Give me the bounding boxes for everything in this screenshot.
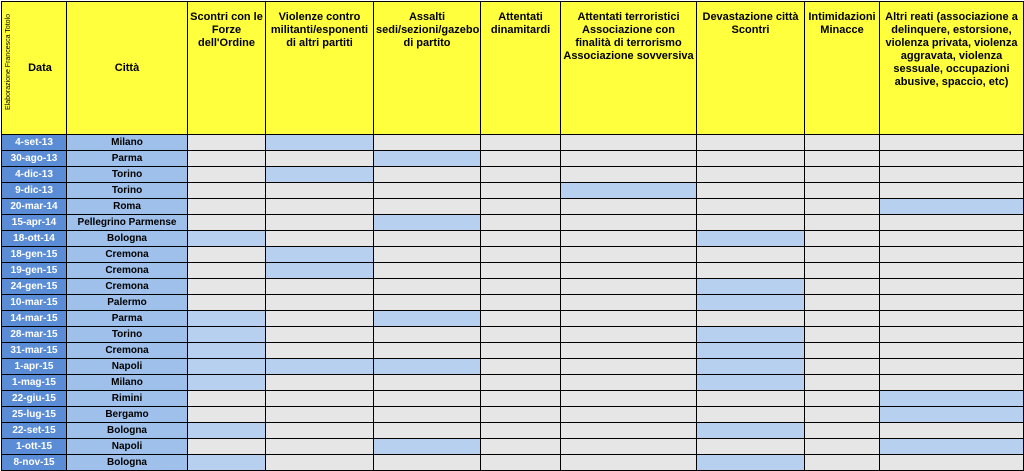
category-cell-marked xyxy=(188,311,266,327)
category-cell-marked xyxy=(266,135,374,151)
category-cell-empty xyxy=(266,183,374,199)
category-cell-empty xyxy=(481,359,561,375)
category-cell-marked xyxy=(880,391,1024,407)
category-cell-empty xyxy=(805,407,880,423)
category-cell-empty xyxy=(481,279,561,295)
category-cell-empty xyxy=(481,135,561,151)
category-cell-empty xyxy=(880,295,1024,311)
category-cell-empty xyxy=(880,151,1024,167)
category-cell-empty xyxy=(481,167,561,183)
table-row xyxy=(2,151,1024,167)
category-cell-empty xyxy=(561,151,697,167)
date-cell: 10-mar-15 xyxy=(2,295,67,311)
category-cell-empty xyxy=(697,199,805,215)
category-cell-empty xyxy=(561,327,697,343)
date-cell: 1-mag-15 xyxy=(2,375,67,391)
category-cell-empty xyxy=(880,247,1024,263)
category-cell-empty xyxy=(374,263,481,279)
category-cell-empty xyxy=(266,455,374,471)
category-cell-empty xyxy=(266,279,374,295)
category-cell-empty xyxy=(266,375,374,391)
category-cell-empty xyxy=(561,359,697,375)
category-cell-empty xyxy=(481,327,561,343)
header-row xyxy=(2,2,1024,135)
category-cell-empty xyxy=(805,199,880,215)
category-cell-empty xyxy=(880,343,1024,359)
category-cell-empty xyxy=(561,199,697,215)
category-cell-empty xyxy=(805,183,880,199)
category-cell-empty xyxy=(481,343,561,359)
date-cell: 1-ott-15 xyxy=(2,439,67,455)
category-cell-empty xyxy=(561,407,697,423)
category-cell-marked xyxy=(697,327,805,343)
table-row xyxy=(2,439,1024,455)
city-cell: Parma xyxy=(67,151,188,167)
category-cell-empty xyxy=(481,215,561,231)
category-cell-empty xyxy=(266,327,374,343)
column-header-altri-reati: Altri reati (associazione a delinquere, estorsione, violenza privata, violenza aggravata, violenza sessuale, occupazioni abusive, spaccio, etc) xyxy=(880,2,1024,135)
date-cell: 25-lug-15 xyxy=(2,407,67,423)
category-cell-empty xyxy=(188,199,266,215)
column-header-violenze: Violenze contro militanti/esponenti di altri partiti xyxy=(266,2,374,135)
category-cell-empty xyxy=(561,423,697,439)
category-cell-empty xyxy=(481,247,561,263)
table-row xyxy=(2,279,1024,295)
date-cell: 31-mar-15 xyxy=(2,343,67,359)
category-cell-empty xyxy=(188,407,266,423)
category-cell-empty xyxy=(374,247,481,263)
category-cell-marked xyxy=(880,407,1024,423)
category-cell-marked xyxy=(266,247,374,263)
category-cell-empty xyxy=(805,311,880,327)
category-cell-empty xyxy=(561,135,697,151)
city-cell: Bologna xyxy=(67,231,188,247)
category-cell-empty xyxy=(481,455,561,471)
incident-table xyxy=(1,1,1024,471)
category-cell-empty xyxy=(880,263,1024,279)
city-cell: Pellegrino Parmense xyxy=(67,215,188,231)
city-cell: Cremona xyxy=(67,263,188,279)
category-cell-empty xyxy=(880,279,1024,295)
category-cell-empty xyxy=(805,327,880,343)
table-row xyxy=(2,167,1024,183)
category-cell-empty xyxy=(697,247,805,263)
category-cell-empty xyxy=(374,183,481,199)
city-cell: Cremona xyxy=(67,247,188,263)
category-cell-empty xyxy=(266,295,374,311)
category-cell-empty xyxy=(561,295,697,311)
table-body xyxy=(2,135,1024,471)
category-cell-empty xyxy=(266,423,374,439)
city-cell: Cremona xyxy=(67,343,188,359)
table-row xyxy=(2,327,1024,343)
category-cell-empty xyxy=(188,151,266,167)
category-cell-empty xyxy=(374,231,481,247)
category-cell-marked xyxy=(697,343,805,359)
table-row xyxy=(2,311,1024,327)
category-cell-empty xyxy=(374,375,481,391)
category-cell-empty xyxy=(697,407,805,423)
category-cell-marked xyxy=(697,295,805,311)
table-row xyxy=(2,375,1024,391)
category-cell-empty xyxy=(805,263,880,279)
category-cell-empty xyxy=(188,295,266,311)
date-cell: 30-ago-13 xyxy=(2,151,67,167)
category-cell-empty xyxy=(374,167,481,183)
category-cell-empty xyxy=(188,167,266,183)
category-cell-empty xyxy=(481,183,561,199)
category-cell-marked xyxy=(697,423,805,439)
category-cell-marked xyxy=(188,423,266,439)
category-cell-empty xyxy=(805,391,880,407)
category-cell-marked xyxy=(188,359,266,375)
category-cell-empty xyxy=(481,391,561,407)
category-cell-marked xyxy=(188,231,266,247)
category-cell-empty xyxy=(805,215,880,231)
date-cell: 14-mar-15 xyxy=(2,311,67,327)
category-cell-empty xyxy=(805,359,880,375)
category-cell-empty xyxy=(266,311,374,327)
category-cell-empty xyxy=(188,183,266,199)
table-row xyxy=(2,215,1024,231)
category-cell-empty xyxy=(880,183,1024,199)
category-cell-empty xyxy=(805,375,880,391)
table-row xyxy=(2,391,1024,407)
date-cell: 28-mar-15 xyxy=(2,327,67,343)
date-cell: 8-nov-15 xyxy=(2,455,67,471)
category-cell-empty xyxy=(481,423,561,439)
table-row xyxy=(2,135,1024,151)
table-row xyxy=(2,247,1024,263)
table-row xyxy=(2,359,1024,375)
table-row xyxy=(2,231,1024,247)
category-cell-marked xyxy=(697,375,805,391)
category-cell-empty xyxy=(188,391,266,407)
category-cell-empty xyxy=(188,215,266,231)
category-cell-empty xyxy=(880,375,1024,391)
category-cell-empty xyxy=(188,263,266,279)
city-cell: Torino xyxy=(67,183,188,199)
column-header-attentati-dinamitardi: Attentati dinamitardi xyxy=(481,2,561,135)
city-cell: Bergamo xyxy=(67,407,188,423)
category-cell-empty xyxy=(188,247,266,263)
category-cell-empty xyxy=(561,279,697,295)
category-cell-empty xyxy=(561,375,697,391)
category-cell-empty xyxy=(374,279,481,295)
column-header-attentati-terroristici: Attentati terroristici Associazione con finalità di terrorismo Associazione sovversiva xyxy=(561,2,697,135)
category-cell-empty xyxy=(805,295,880,311)
category-cell-empty xyxy=(805,151,880,167)
column-header-data xyxy=(2,2,67,135)
category-cell-empty xyxy=(188,135,266,151)
category-cell-empty xyxy=(697,263,805,279)
table-row xyxy=(2,407,1024,423)
category-cell-empty xyxy=(481,263,561,279)
column-header-citta: Città xyxy=(67,2,188,135)
category-cell-marked xyxy=(880,439,1024,455)
category-cell-empty xyxy=(481,151,561,167)
credit-text: Elaborazione Francesca Totolo xyxy=(5,14,12,110)
category-cell-marked xyxy=(697,455,805,471)
category-cell-empty xyxy=(697,311,805,327)
city-cell: Napoli xyxy=(67,439,188,455)
category-cell-empty xyxy=(374,295,481,311)
date-cell: 9-dic-13 xyxy=(2,183,67,199)
category-cell-empty xyxy=(374,199,481,215)
category-cell-empty xyxy=(374,407,481,423)
date-cell: 22-giu-15 xyxy=(2,391,67,407)
category-cell-marked xyxy=(561,183,697,199)
table-row xyxy=(2,455,1024,471)
city-cell: Torino xyxy=(67,167,188,183)
date-cell: 1-apr-15 xyxy=(2,359,67,375)
category-cell-empty xyxy=(374,391,481,407)
category-cell-empty xyxy=(805,247,880,263)
category-cell-empty xyxy=(697,215,805,231)
category-cell-empty xyxy=(481,407,561,423)
category-cell-empty xyxy=(561,247,697,263)
category-cell-empty xyxy=(481,375,561,391)
category-cell-empty xyxy=(266,391,374,407)
category-cell-empty xyxy=(697,151,805,167)
column-header-intimidazioni: Intimidazioni Minacce xyxy=(805,2,880,135)
date-cell: 19-gen-15 xyxy=(2,263,67,279)
category-cell-empty xyxy=(561,263,697,279)
category-cell-marked xyxy=(266,167,374,183)
city-cell: Cremona xyxy=(67,279,188,295)
category-cell-empty xyxy=(880,135,1024,151)
table-row xyxy=(2,199,1024,215)
city-cell: Palermo xyxy=(67,295,188,311)
category-cell-marked xyxy=(266,359,374,375)
category-cell-empty xyxy=(805,231,880,247)
category-cell-empty xyxy=(481,439,561,455)
category-cell-marked xyxy=(697,231,805,247)
category-cell-empty xyxy=(266,199,374,215)
city-cell: Roma xyxy=(67,199,188,215)
category-cell-empty xyxy=(880,455,1024,471)
category-cell-empty xyxy=(880,231,1024,247)
category-cell-empty xyxy=(880,359,1024,375)
column-header-devastazione: Devastazione città Scontri xyxy=(697,2,805,135)
category-cell-empty xyxy=(374,327,481,343)
category-cell-empty xyxy=(481,295,561,311)
category-cell-empty xyxy=(374,343,481,359)
category-cell-empty xyxy=(266,151,374,167)
category-cell-marked xyxy=(188,343,266,359)
city-cell: Parma xyxy=(67,311,188,327)
table-row xyxy=(2,423,1024,439)
category-cell-empty xyxy=(374,135,481,151)
category-cell-empty xyxy=(805,343,880,359)
category-cell-marked xyxy=(374,439,481,455)
category-cell-empty xyxy=(561,167,697,183)
city-cell: Bologna xyxy=(67,455,188,471)
category-cell-empty xyxy=(266,407,374,423)
category-cell-empty xyxy=(561,391,697,407)
category-cell-marked xyxy=(374,151,481,167)
category-cell-empty xyxy=(880,311,1024,327)
category-cell-empty xyxy=(697,135,805,151)
category-cell-marked xyxy=(697,359,805,375)
category-cell-empty xyxy=(374,455,481,471)
date-cell: 20-mar-14 xyxy=(2,199,67,215)
category-cell-empty xyxy=(805,423,880,439)
category-cell-marked xyxy=(188,327,266,343)
city-cell: Torino xyxy=(67,327,188,343)
category-cell-empty xyxy=(697,439,805,455)
category-cell-empty xyxy=(561,439,697,455)
category-cell-marked xyxy=(374,359,481,375)
category-cell-empty xyxy=(697,183,805,199)
table-row xyxy=(2,343,1024,359)
category-cell-marked xyxy=(266,263,374,279)
category-cell-empty xyxy=(880,215,1024,231)
city-cell: Rimini xyxy=(67,391,188,407)
category-cell-empty xyxy=(266,215,374,231)
city-cell: Milano xyxy=(67,135,188,151)
table-row xyxy=(2,263,1024,279)
category-cell-empty xyxy=(481,311,561,327)
category-cell-empty xyxy=(266,439,374,455)
category-cell-empty xyxy=(481,199,561,215)
table-row xyxy=(2,295,1024,311)
column-header-assalti: Assalti sedi/sezioni/gazebo di partito xyxy=(374,2,481,135)
category-cell-empty xyxy=(561,215,697,231)
category-cell-empty xyxy=(561,231,697,247)
table-row xyxy=(2,183,1024,199)
category-cell-empty xyxy=(697,391,805,407)
date-cell: 18-ott-14 xyxy=(2,231,67,247)
category-cell-empty xyxy=(561,343,697,359)
date-cell: 4-set-13 xyxy=(2,135,67,151)
category-cell-empty xyxy=(805,167,880,183)
city-cell: Milano xyxy=(67,375,188,391)
date-cell: 4-dic-13 xyxy=(2,167,67,183)
column-header-scontri: Scontri con le Forze dell'Ordine xyxy=(188,2,266,135)
category-cell-marked xyxy=(188,455,266,471)
category-cell-empty xyxy=(805,439,880,455)
category-cell-empty xyxy=(266,343,374,359)
category-cell-empty xyxy=(561,455,697,471)
category-cell-empty xyxy=(880,327,1024,343)
category-cell-marked xyxy=(374,311,481,327)
date-cell: 15-apr-14 xyxy=(2,215,67,231)
category-cell-empty xyxy=(188,439,266,455)
category-cell-marked xyxy=(697,279,805,295)
category-cell-marked xyxy=(880,199,1024,215)
city-cell: Napoli xyxy=(67,359,188,375)
column-header-data-label: Data xyxy=(28,61,52,74)
category-cell-marked xyxy=(188,375,266,391)
date-cell: 22-set-15 xyxy=(2,423,67,439)
date-cell: 24-gen-15 xyxy=(2,279,67,295)
category-cell-empty xyxy=(188,279,266,295)
category-cell-empty xyxy=(697,167,805,183)
category-cell-empty xyxy=(805,455,880,471)
category-cell-empty xyxy=(561,311,697,327)
category-cell-marked xyxy=(374,215,481,231)
category-cell-empty xyxy=(374,423,481,439)
category-cell-empty xyxy=(805,279,880,295)
category-cell-empty xyxy=(481,231,561,247)
category-cell-empty xyxy=(805,135,880,151)
date-cell: 18-gen-15 xyxy=(2,247,67,263)
city-cell: Bologna xyxy=(67,423,188,439)
category-cell-empty xyxy=(880,423,1024,439)
category-cell-empty xyxy=(266,231,374,247)
category-cell-empty xyxy=(880,167,1024,183)
